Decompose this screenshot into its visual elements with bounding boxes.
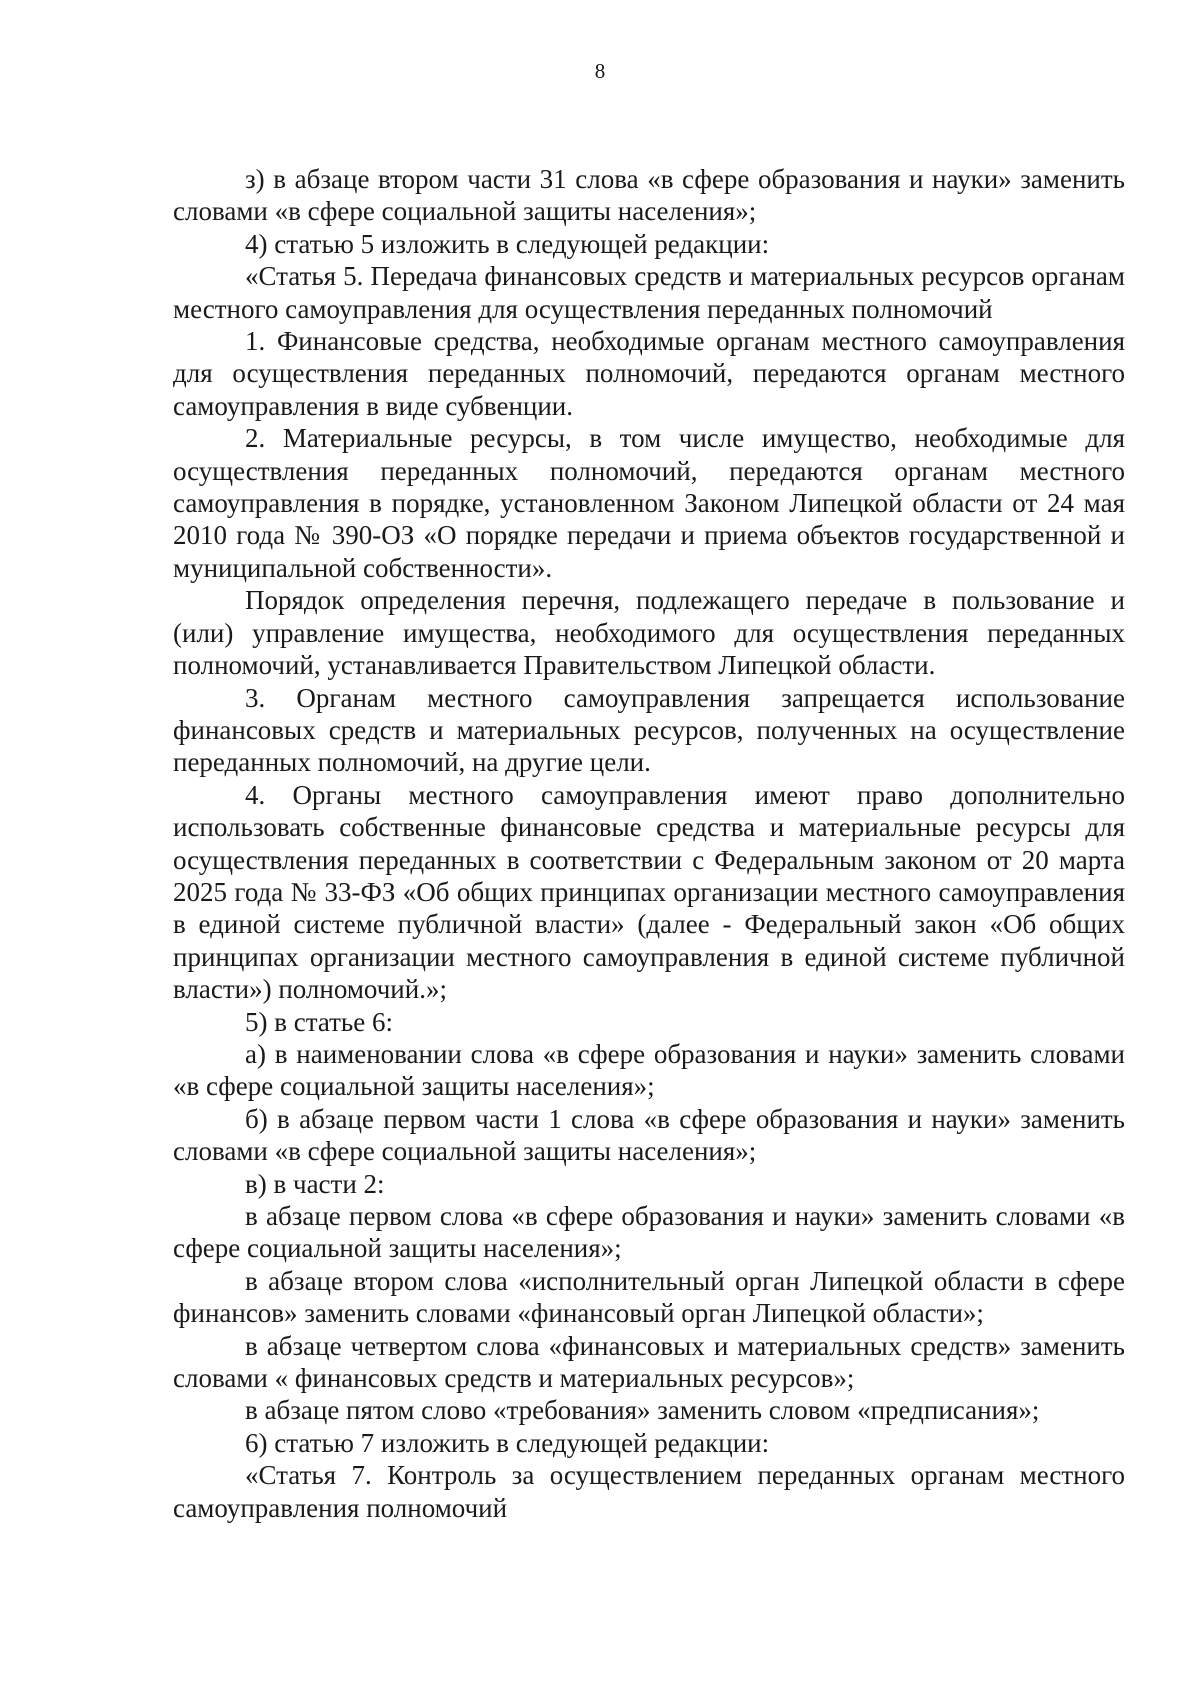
article-5-part-2: 2. Материальные ресурсы, в том числе имущество, необходимые для осуществления переданных полномочий, передаются органам местного самоуправления в порядке, установленном Законом Липецкой области от 24 мая 2010 года № 390-ОЗ «О порядке передачи и приема объектов государственной и муниципальной собственности».: [173, 423, 1125, 583]
paragraph-item-6: 6) статью 7 изложить в следующей редакции:: [245, 1427, 770, 1458]
subitem-a: а) в наименовании слова «в сфере образования и науки» заменить словами «в сфере социальной защиты населения»;: [173, 1038, 1125, 1102]
part-2-paragraph-4-change: в абзаце четвертом слова «финансовых и материальных средств» заменить словами « финансовых средств и материальных ресурсов»;: [173, 1330, 1125, 1394]
subitem-v: в) в части 2:: [245, 1168, 385, 1199]
article-7-heading: «Статья 7. Контроль за осуществлением переданных органам местного самоуправления полномочий: [173, 1460, 1125, 1523]
article-5-heading: «Статья 5. Передача финансовых средств и материальных ресурсов органам местного самоуправления для осуществления переданных полномочий: [173, 261, 1125, 324]
article-5-part-4: 4. Органы местного самоуправления имеют право дополнительно использовать собственные финансовые средства и материальные ресурсы для осуществления переданных в соответствии с Федеральным законом от 20 марта 2025 года № 33-ФЗ «Об общих принципах организации местного самоуправления в единой системе публичной власти» (далее - Федеральный закон «Об общих принципах организации местного самоуправления в единой системе публичной власти») полномочий.»;: [173, 779, 1125, 1005]
part-2-paragraph-1-change: в абзаце первом слова «в сфере образования и науки» заменить словами «в сфере социальной защиты населения»;: [173, 1201, 1125, 1264]
part-2-paragraph-5-change: в абзаце пятом слово «требования» заменить словом «предписания»;: [245, 1395, 1040, 1426]
article-5-part-3: 3. Органам местного самоуправления запрещается использование финансовых средств и материальных ресурсов, полученных на осуществление переданных полномочий, на другие цели.: [173, 682, 1125, 778]
document-body: [173, 163, 1125, 1524]
paragraph-item-4: 4) статью 5 изложить в следующей редакции:: [245, 228, 770, 259]
paragraph-item-5: 5) в статье 6:: [245, 1006, 393, 1037]
paragraph-item-z: з) в абзаце втором части 31 слова «в сфере образования и науки» заменить словами «в сфере социальной защиты населения»;: [173, 164, 1125, 227]
part-2-paragraph-2-change: в абзаце втором слова «исполнительный орган Липецкой области в сфере финансов» заменить словами «финансовый орган Липецкой области»;: [173, 1265, 1125, 1329]
article-5-part-2-paragraph-2: Порядок определения перечня, подлежащего передаче в пользование и (или) управление имущества, необходимого для осуществления переданных полномочий, устанавливается Правительством Липецкой области.: [173, 585, 1125, 681]
subitem-b: б) в абзаце первом части 1 слова «в сфере образования и науки» заменить словами «в сфере социальной защиты населения»;: [173, 1103, 1125, 1167]
article-5-part-1: 1. Финансовые средства, необходимые органам местного самоуправления для осуществления переданных полномочий, передаются органам местного самоуправления в виде субвенции.: [173, 326, 1125, 421]
page-number: 8: [594, 59, 606, 83]
